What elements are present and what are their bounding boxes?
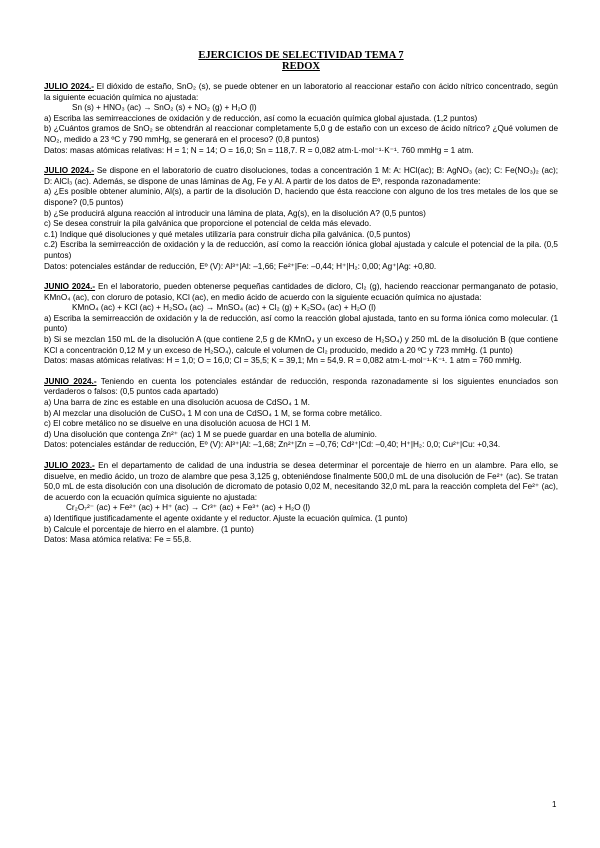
exercise-3 xyxy=(44,282,558,367)
exercise-intro xyxy=(44,377,558,398)
exercise-item: a) Escriba las semirreacciones de oxidación y de reducción, así como la ecuación química global ajustada. (1,2 puntos) xyxy=(44,113,478,123)
exercise-data: Datos: masas atómicas relativas: H = 1,0; O = 16,0; Cl = 35,5; K = 39,1; Mn = 54,9. R = 0,082 atm·L·mol⁻¹·K⁻¹. 1 atm = 760 mmHg. xyxy=(44,356,522,366)
exercise-header: JUNIO 2024.- xyxy=(44,282,96,292)
exercise-intro-text: Teniendo en cuenta los potenciales estándar de reducción, responda razonadamente si los siguientes enunciados son verdaderos o falsos: (0,5 puntos cada apartado) xyxy=(44,376,558,397)
exercise-item: b) Al mezclar una disolución de CuSO₄ 1 M con una de CdSO₄ 1 M, se forma cobre metálico. xyxy=(44,408,382,418)
document-title: EJERCICIOS DE SELECTIVIDAD TEMA 7 xyxy=(198,50,404,61)
exercise-item: b) ¿Cuántos gramos de SnO₂ se obtendrán al reaccionar completamente 5,0 g de estaño con un exceso de ácido nítrico? ¿Qué volumen de NO₂, medido a 23 ºC y 790 mmHg, se generará en el proceso? (0,8 puntos) xyxy=(44,124,558,144)
exercise-equation: KMnO₄ (ac) + KCl (ac) + H₂SO₄ (ac) → MnSO₄ (ac) + Cl₂ (g) + K₂SO₄ (ac) + H₂O (l) xyxy=(72,303,376,313)
exercise-item: a) Escriba la semirreacción de oxidación y la de reducción, así como la reacción global ajustada, tanto en su forma iónica como molecular. (1 punto) xyxy=(44,313,558,334)
exercise-5 xyxy=(44,461,558,546)
document-page xyxy=(44,50,558,556)
exercise-intro xyxy=(44,282,558,303)
exercise-equation: Sn (s) + HNO₃ (ac) → SnO₂ (s) + NO₂ (g) + H₂O (l) xyxy=(72,103,257,113)
exercise-item: c.1) Indique qué disoluciones y qué metales utilizaría para construir dicha pila galvánica. (0,5 puntos) xyxy=(44,229,411,239)
exercise-header: JULIO 2023.- xyxy=(44,461,95,470)
exercise-item: c) El cobre metálico no se disuelve en una disolución acuosa de HCl 1 M. xyxy=(44,419,311,429)
exercise-item: a) Identifique justificadamente el agente oxidante y el reductor. Ajuste la ecuación química. (1 punto) xyxy=(44,513,408,523)
exercise-item: b) Calcule el porcentaje de hierro en el alambre. (1 punto) xyxy=(44,524,254,534)
exercise-intro xyxy=(44,461,558,503)
exercise-intro xyxy=(44,166,558,187)
exercise-data: Datos: potenciales estándar de reducción, Eº (V): Al³⁺|Al: –1,68; Zn²⁺|Zn = –0,76; Cd²⁺|Cd: –0,40; H⁺|H₂: 0,0; Cu²⁺|Cu: +0,34. xyxy=(44,440,501,450)
exercise-1 xyxy=(44,82,558,156)
exercise-2 xyxy=(44,166,558,272)
exercise-data: Datos: Masa atómica relativa: Fe = 55,8. xyxy=(44,535,192,545)
exercise-data: Datos: masas atómicas relativas: H = 1; N = 14; O = 16,0; Sn = 118,7. R = 0,082 atm·L·mol⁻¹·K⁻¹. 760 mmHg = 1 atm. xyxy=(44,145,474,155)
exercise-intro-text: El dióxido de estaño, SnO₂ (s), se puede obtener en un laboratorio al reaccionar estaño con ácido nítrico concentrado, según la siguiente ecuación química no ajustada: xyxy=(44,82,558,102)
exercise-header: JULIO 2024.- xyxy=(44,82,94,91)
exercise-item: b) ¿Se producirá alguna reacción al introducir una lámina de plata, Ag(s), en la disolución A? (0,5 puntos) xyxy=(44,208,426,218)
exercise-item: b) Si se mezclan 150 mL de la disolución A (que contiene 2,5 g de KMnO₄ y un exceso de H₂SO₄) y 250 mL de la disolución B (que contiene KCl a concentración 0,12 M y un exceso de H₂SO₄), calcule el volumen de Cl₂ producido, medido a 20 ºC y 723 mmHg. (1 punto) xyxy=(44,335,558,355)
document-subtitle: REDOX xyxy=(282,61,320,72)
exercise-data: Datos: potenciales estándar de reducción, Eº (V): Al³⁺|Al: –1,66; Fe²⁺|Fe: –0,44; H⁺|H₂: 0,00; Ag⁺|Ag: +0,80. xyxy=(44,261,437,271)
exercise-intro-text: Se dispone en el laboratorio de cuatro disoluciones, todas a concentración 1 M: A: HCl(ac); B: AgNO₃ (ac); C: Fe(NO₃)₂ (ac); D: AlCl₃ (ac). Además, se dispone de unas láminas de Ag, Fe y Al. A partir de los datos de Eº, responda razonadamente: xyxy=(44,166,558,186)
exercise-header: JULIO 2024.- xyxy=(44,166,95,176)
exercise-4 xyxy=(44,377,558,451)
exercise-item: d) Una disolución que contenga Zn²⁺ (ac) 1 M se puede guardar en una botella de aluminio. xyxy=(44,429,377,439)
page-number: 1 xyxy=(552,800,557,809)
exercise-item: a) ¿Es posible obtener aluminio, Al(s), a partir de la disolución D, haciendo que ésta reaccione con alguno de los tres metales de los que se dispone? (0,5 puntos) xyxy=(44,187,558,207)
exercise-item: c) Se desea construir la pila galvánica que proporcione el potencial de celda más elevado. xyxy=(44,219,372,229)
exercise-intro xyxy=(44,82,558,103)
exercise-item: c.2) Escriba la semirreacción de oxidación y la de reducción, así como la reacción iónica global ajustada y calcule el potencial de la pila. (0,5 puntos) xyxy=(44,240,558,260)
exercise-header: JUNIO 2024.- xyxy=(44,376,97,386)
exercise-intro-text: En el laboratorio, pueden obtenerse pequeñas cantidades de dicloro, Cl₂ (g), haciendo reaccionar permanganato de potasio, KMnO₄ (ac), con cloruro de potasio, KCl (ac), en medio ácido de acuerdo con la siguiente ecuación química no ajustada: xyxy=(44,282,559,302)
exercise-equation: Cr₂O₇²⁻ (ac) + Fe²⁺ (ac) + H⁺ (ac) → Cr³⁺ (ac) + Fe³⁺ (ac) + H₂O (l) xyxy=(66,503,311,513)
exercise-item: a) Una barra de zinc es estable en una disolución acuosa de CdSO₄ 1 M. xyxy=(44,398,310,408)
exercise-intro-text: En el departamento de calidad de una industria se desea determinar el porcentaje de hierro en un alambre. Para ello, se disuelve, en medio ácido, un trozo de alambre que pesa 3,125 g, obteniéndose finalmente 500,0 mL de una disolución de Fe²⁺ (ac). Se tratan 50,0 mL de esta disolución con una disolución de dicromato de potasio 0,02 M, necesitando 32,0 mL para la reacción completa del Fe²⁺ (ac), de acuerdo con la ecuación química siguiente no ajustada: xyxy=(44,461,558,502)
